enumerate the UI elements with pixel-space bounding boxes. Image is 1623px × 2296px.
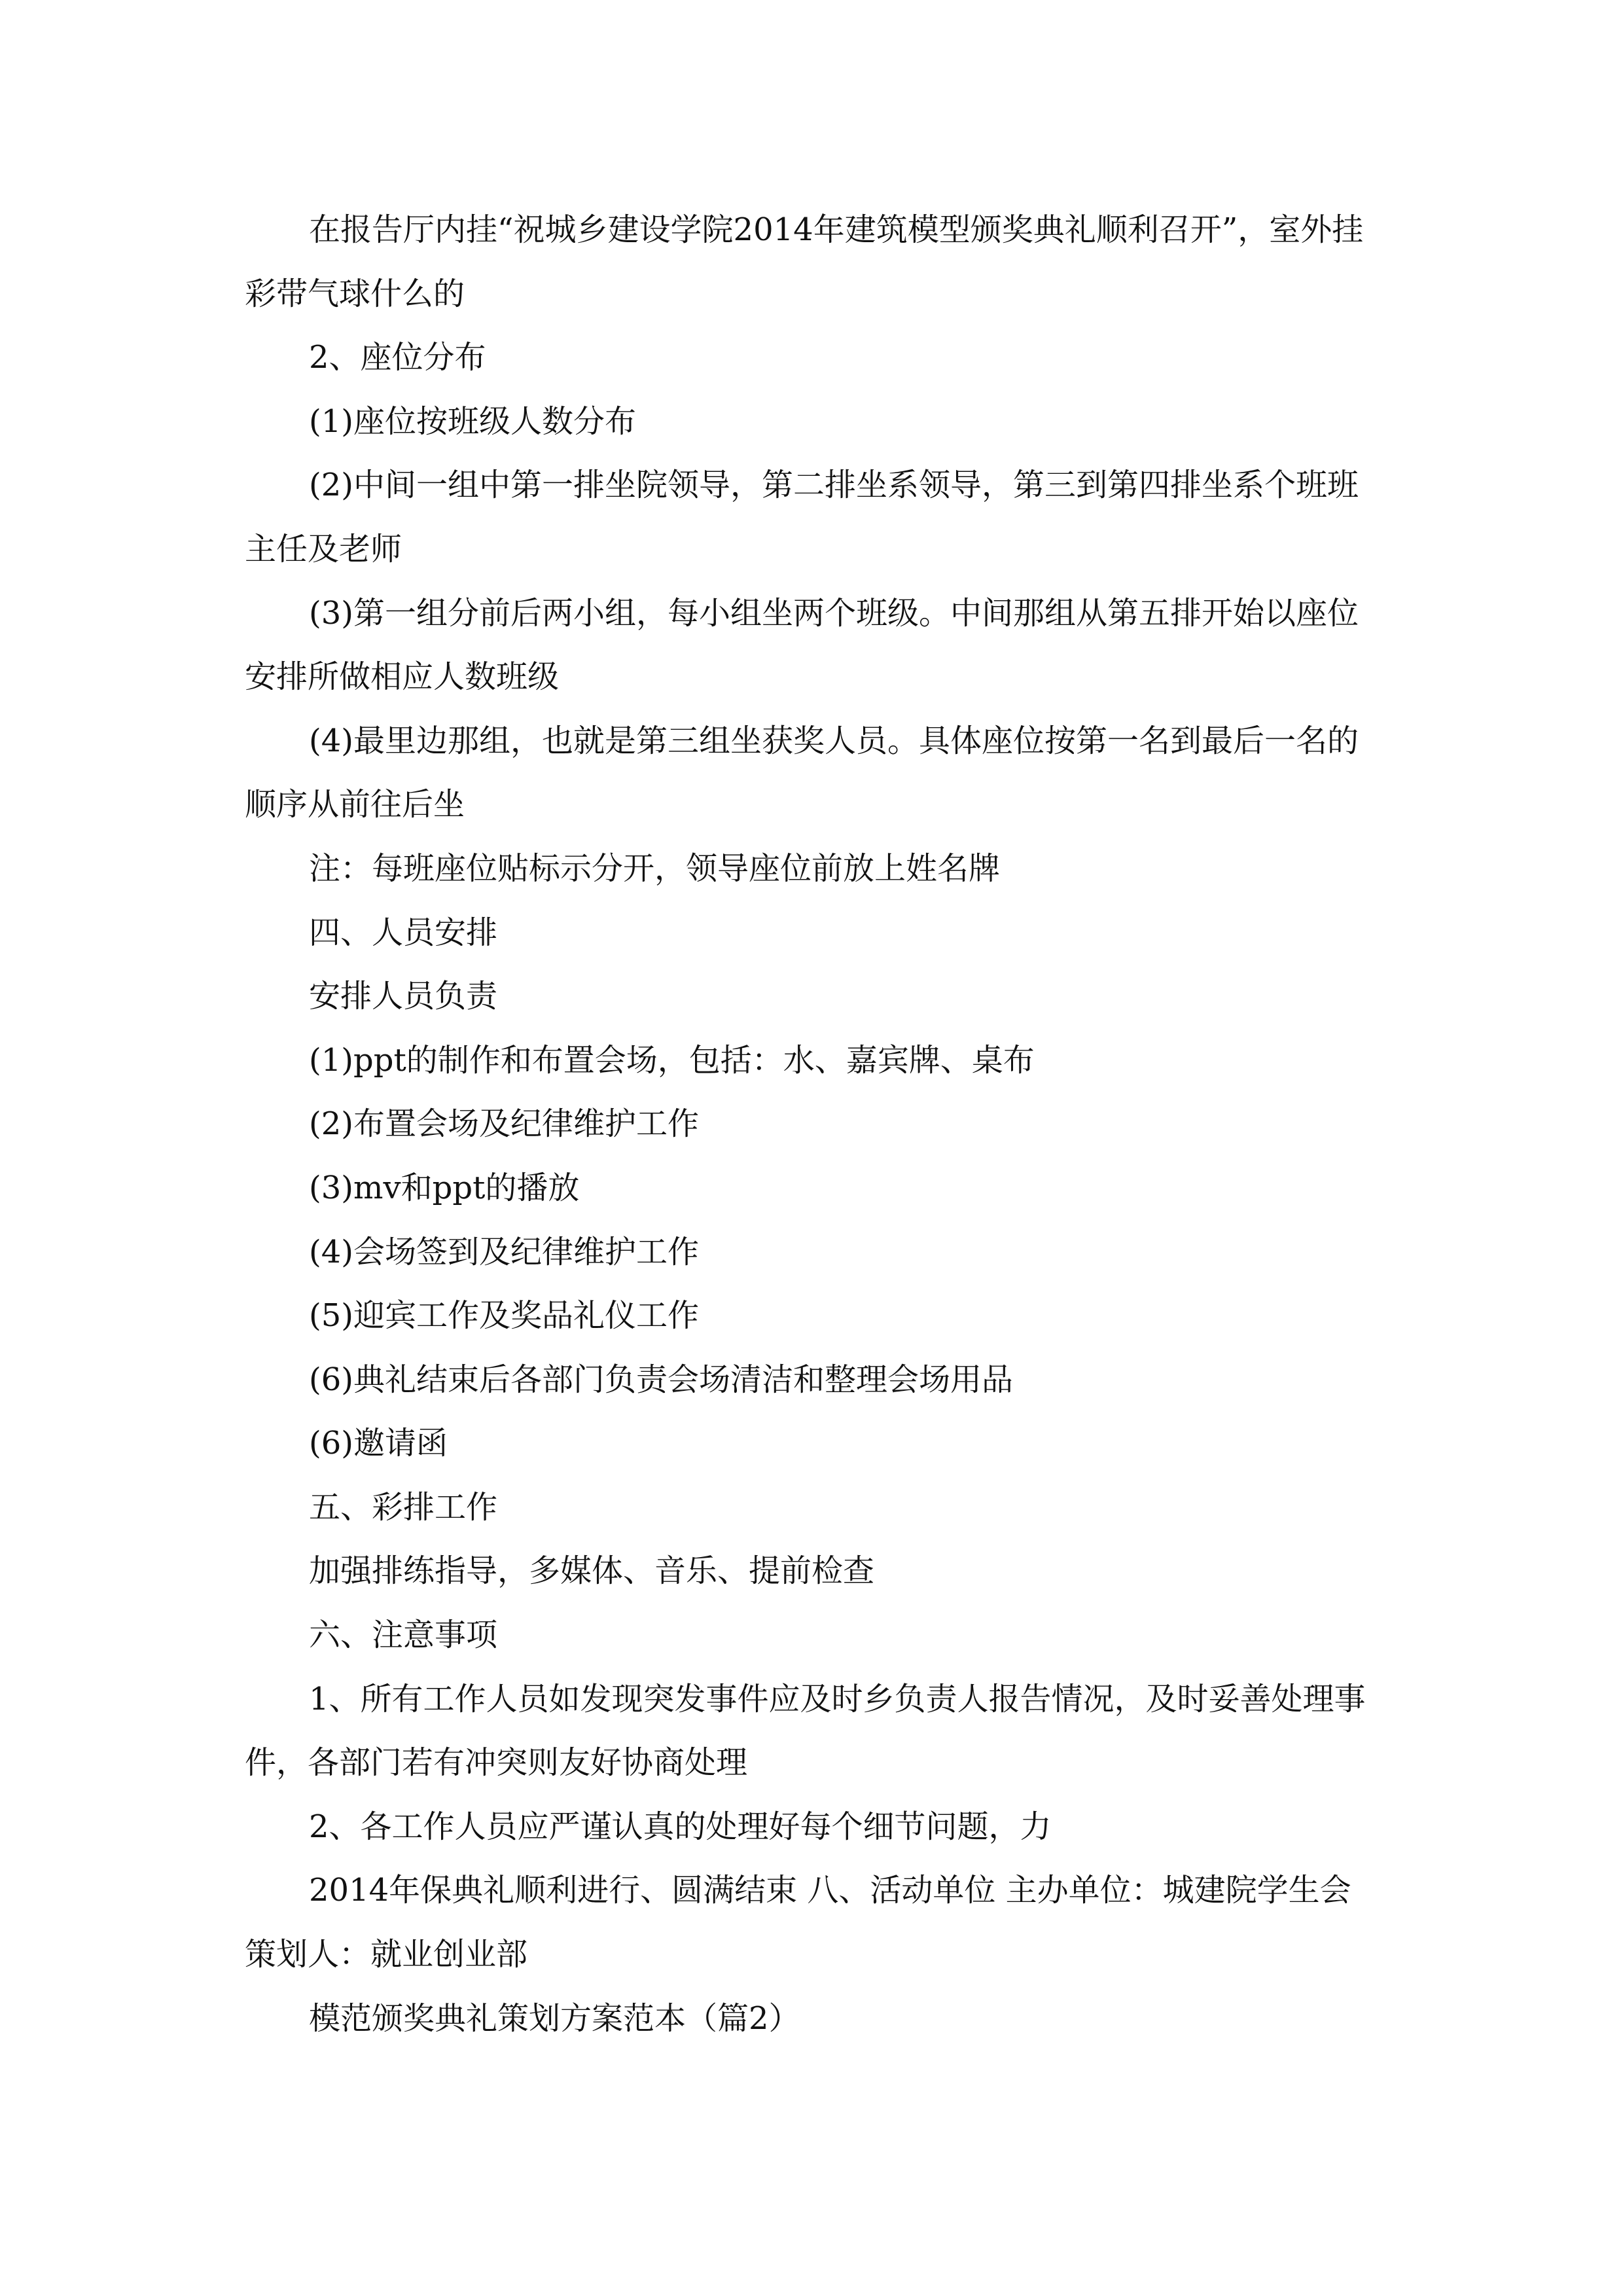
list-item: (3)第一组分前后两小组，每小组坐两个班级。中间那组从第五排开始以座位安排所做相应人数班级 <box>245 594 1359 696</box>
list-item: (2)中间一组中第一排坐院领导，第二排坐系领导，第三到第四排坐系个班班主任及老师 <box>245 467 1359 567</box>
section-heading: 六、注意事项 <box>309 1617 498 1654</box>
section-heading: 五、彩排工作 <box>309 1488 498 1526</box>
list-item: (6)典礼结束后各部门负责会场清洁和整理会场用品 <box>309 1361 1013 1398</box>
list-item: 2、各工作人员应严谨认真的处理好每个细节问题，力 <box>309 1808 1052 1845</box>
list-item: (4)最里边那组，也就是第三组坐获奖人员。具体座位按第一名到最后一名的顺序从前往后坐 <box>245 722 1359 823</box>
list-item: (2)布置会场及纪律维护工作 <box>309 1105 699 1143</box>
paragraph: 加强排练指导，多媒体、音乐、提前检查 <box>309 1552 875 1590</box>
section-heading: 四、人员安排 <box>309 914 498 951</box>
paragraph: 2014年保典礼顺利进行、圆满结束 八、活动单位 主办单位：城建院学生会策划人：就业创业部 <box>245 1872 1351 1973</box>
list-item: (6)邀请函 <box>309 1425 448 1462</box>
note: 注：每班座位贴标示分开，领导座位前放上姓名牌 <box>309 850 1001 887</box>
list-item: 1、所有工作人员如发现突发事件应及时乡负责人报告情况，及时妥善处理事件，各部门若有冲突则友好协商处理 <box>245 1680 1366 1782</box>
paragraph: 安排人员负责 <box>309 978 498 1015</box>
list-item: (4)会场签到及纪律维护工作 <box>309 1233 699 1270</box>
section-heading: 2、座位分布 <box>309 339 486 376</box>
list-item: (1)ppt的制作和布置会场，包括：水、嘉宾牌、桌布 <box>309 1041 1035 1079</box>
list-item: (5)迎宾工作及奖品礼仪工作 <box>309 1297 699 1335</box>
paragraph: 在报告厅内挂“祝城乡建设学院2014年建筑模型颁奖典礼顺利召开”，室外挂彩带气球什么的 <box>245 211 1364 312</box>
paragraph: 模范颁奖典礼策划方案范本（篇2） <box>309 2000 800 2037</box>
document-body <box>245 198 1381 2051</box>
list-item: (1)座位按班级人数分布 <box>309 403 636 440</box>
list-item: (3)mv和ppt的播放 <box>309 1169 580 1206</box>
